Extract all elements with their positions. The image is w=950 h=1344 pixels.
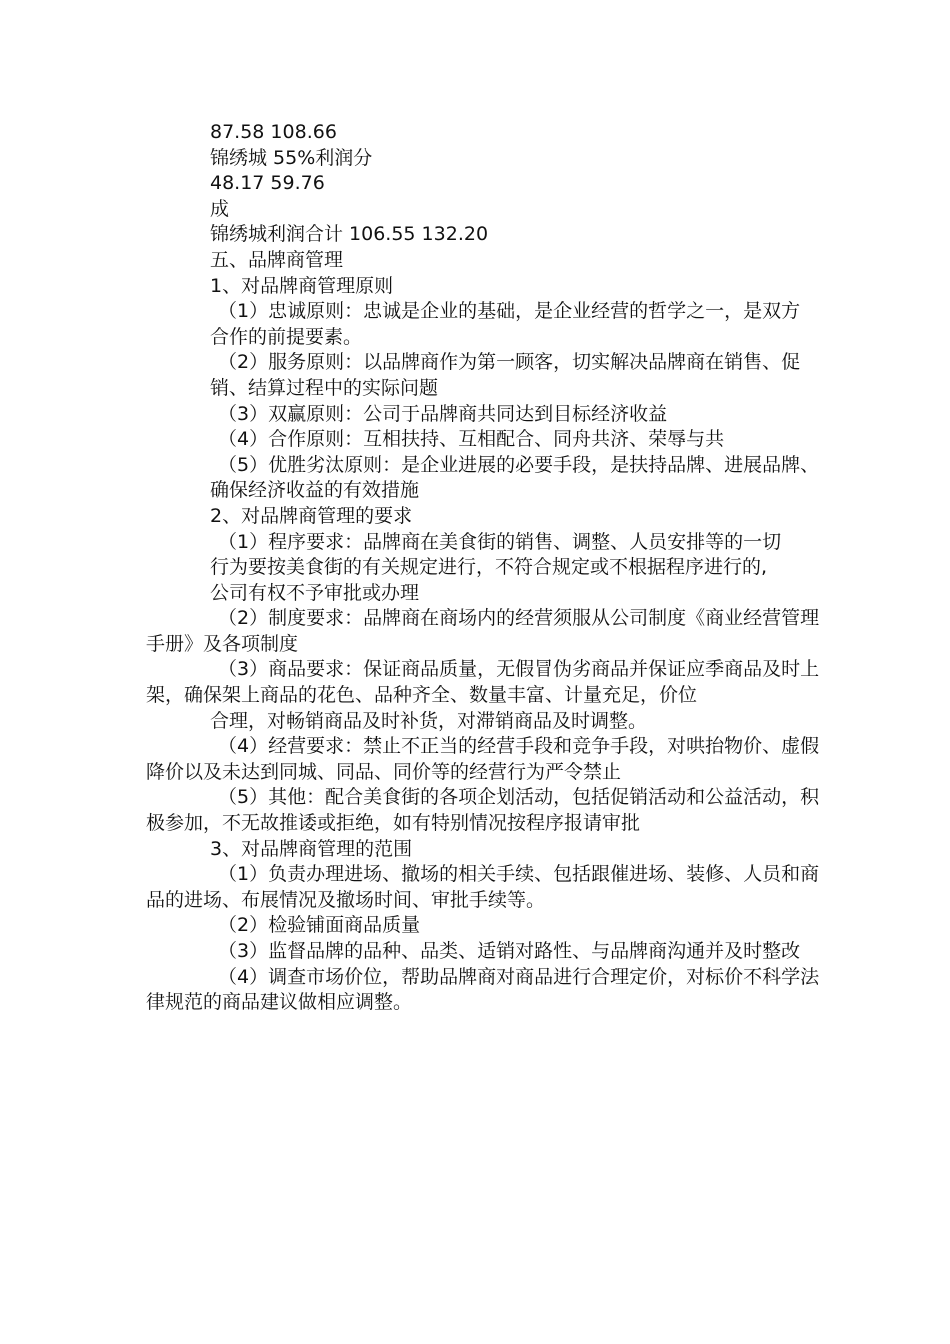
requirement-goods-continued: 合理，对畅销商品及时补货，对滞销商品及时调整。 [210,709,648,732]
requirement-procedure: （1）程序要求：品牌商在美食街的销售、调整、人员安排等的一切 [218,530,782,553]
principle-service: （2）服务原则：以品牌商作为第一顾客，切实解决品牌商在销售、促 [218,351,801,374]
section-heading-brand-management: 五、品牌商管理 [210,248,344,271]
requirement-procedure-continued-1: 行为要按美食街的有关规定进行，不符合规定或不根据程序进行的, [210,556,768,579]
scope-supervision: （3）监督品牌的品种、品类、适销对路性、与品牌商沟通并及时整改 [218,940,801,962]
requirement-goods: （3）商品要求：保证商品质量，无假冒伪劣商品并保证应季商品及时上架，确保架上商品的花色、品种齐全、数量丰富、计量充足，价位 [146,658,820,707]
requirement-procedure-continued-2: 公司有权不予审批或办理 [210,581,420,604]
principle-loyalty-continued: 合作的前提要素。 [210,325,363,348]
document-body [146,120,826,1016]
subheading-principles: 1、对品牌商管理原则 [210,274,394,297]
line-cheng: 成 [210,197,230,220]
scope-entry-exit: （1）负责办理进场、撤场的相关手续、包括跟催进场、装修、人员和商品的进场、布展情况及撤场时间、审批手续等。 [146,863,820,911]
principle-win-win: （3）双赢原则：公司于品牌商共同达到目标经济收益 [218,402,668,425]
subheading-scope: 3、对品牌商管理的范围 [210,837,413,860]
principle-survival-of-fittest: （5）优胜劣汰原则：是企业进展的必要手段，是扶持品牌、进展品牌、 [218,453,820,476]
requirement-system: （2）制度要求：品牌商在商场内的经营须服从公司制度《商业经营管理手册》及各项制度 [146,607,820,655]
scope-quality-inspection: （2）检验铺面商品质量 [218,914,421,937]
principle-cooperation: （4）合作原则：互相扶持、互相配合、同舟共济、荣辱与共 [218,428,725,451]
principle-survival-continued: 确保经济收益的有效措施 [210,479,420,502]
line-profit-values-1: 87.58 108.66 [210,121,337,143]
line-profit-values-2: 48.17 59.76 [210,172,325,195]
scope-pricing: （4）调查市场价位，帮助品牌商对商品进行合理定价，对标价不科学法律规范的商品建议做相应调整。 [146,965,820,1014]
line-profit-total: 锦绣城利润合计 106.55 132.20 [210,223,489,246]
requirement-other: （5）其他：配合美食街的各项企划活动，包括促销活动和公益活动，积极参加，不无故推诿或拒绝，如有特别情况按程序报请审批 [146,786,820,835]
requirement-operation: （4）经营要求：禁止不正当的经营手段和竞争手段，对哄抬物价、虚假降价以及未达到同城、同品、同价等的经营行为严令禁止 [146,735,820,783]
principle-service-continued: 销、结算过程中的实际问题 [210,376,439,399]
subheading-requirements: 2、对品牌商管理的要求 [210,504,413,527]
line-jinxiucheng-55-percent: 锦绣城 55%利润分 [210,146,373,169]
principle-loyalty: （1）忠诚原则：忠诚是企业的基础，是企业经营的哲学之一，是双方 [218,300,801,323]
